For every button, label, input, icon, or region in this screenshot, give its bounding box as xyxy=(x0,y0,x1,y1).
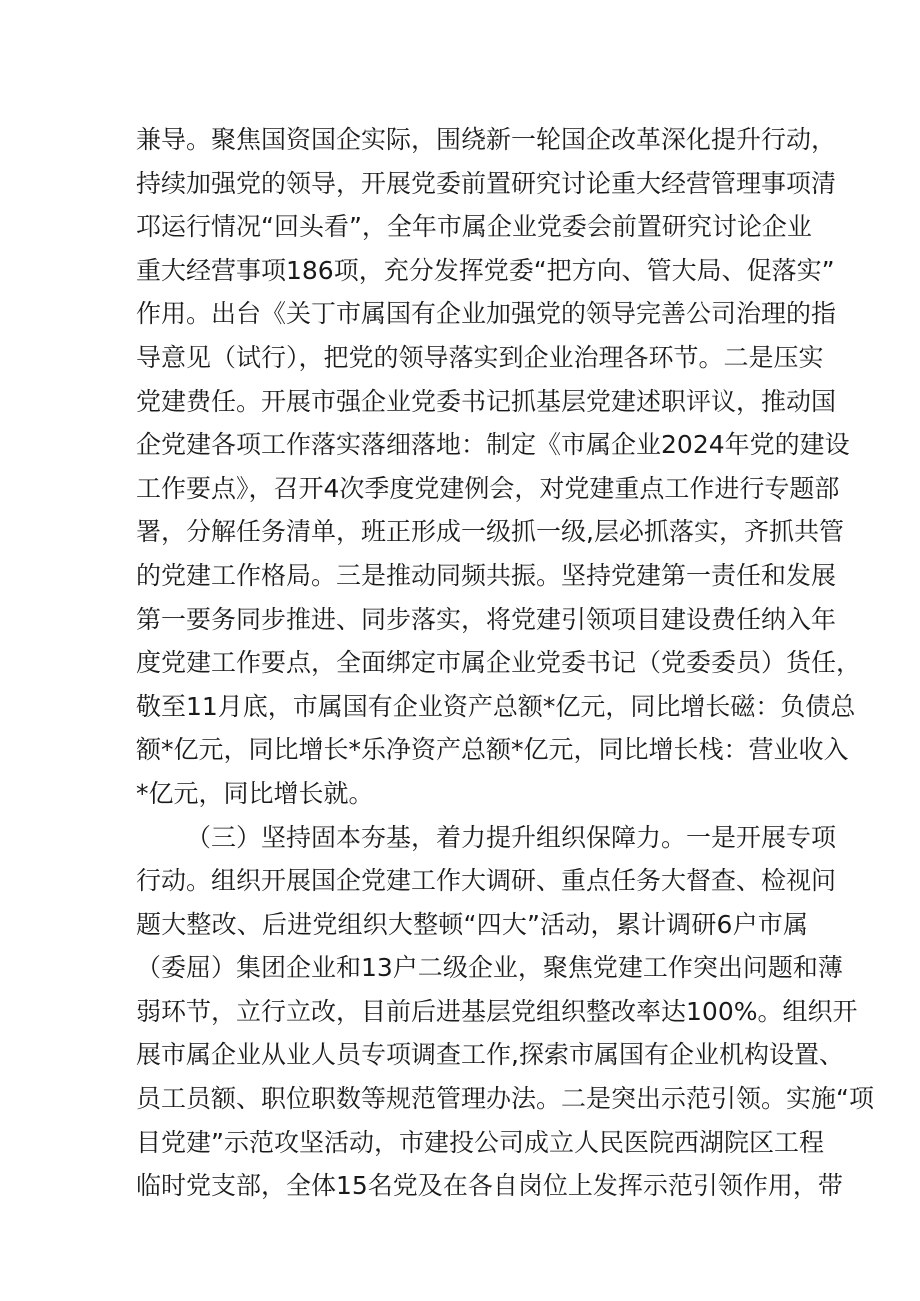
text-line: 兼导。聚焦国资国企实际，围绕新一轮国企改革深化提升行动， xyxy=(136,125,837,154)
text-line: 邛运行情况“回头看”，全年市属企业党委会前置研究讨论企业 xyxy=(136,212,812,242)
text-line: 作用。出台《关丁市属国有企业加强党的领导完善公司治理的指 xyxy=(136,299,837,329)
text-line: （委屈）集团企业和13户二级企业，聚焦党建工作突出问题和薄 xyxy=(136,953,843,983)
text-line: 党建费任。开展市强企业党委书记抓基层党建述职评议，推动国 xyxy=(136,386,837,416)
paragraph-2 xyxy=(136,816,874,1208)
text-line: 弱环节，立行立改，目前后进基层党组织整改率达100%。组织开 xyxy=(136,996,858,1026)
text-line: 工作要点》，召开4次季度党建例会，对党建重点工作进行专题部 xyxy=(136,473,840,503)
text-line: （三）坚持固本夯基，着力提升组织保障力。一是开展专项 xyxy=(186,822,837,852)
text-line: 行动。组织开展国企党建工作大调研、重点任务大督查、检视问 xyxy=(136,866,837,896)
text-line: 度党建工作要点，全面绑定市属企业党委书记（党委委员）货任， xyxy=(136,648,862,678)
text-line: 员工员额、职位职数等规范管理办法。二是突出示范引领。实施“项 xyxy=(136,1084,874,1114)
text-line: 的党建工作格局。三是推动同频共振。坚持党建第一责任和发展 xyxy=(136,560,837,590)
document-body xyxy=(136,118,874,1208)
text-line: *亿元，同比增长就。 xyxy=(136,778,374,808)
text-line: 企党建各项工作落实落细落地：制定《市属企业2024年党的建设 xyxy=(136,430,850,460)
text-line: 目党建”示范攻坚活动，市建投公司成立人民医院西湖院区工程 xyxy=(136,1127,824,1157)
text-line: 题大整改、后进党组织大整顿“四大”活动，累计调研6户市属 xyxy=(136,909,808,939)
text-line: 第一要务同步推进、同步落实，将党建引领项目建设费任纳入年 xyxy=(136,604,837,634)
text-line: 临时党支部，全体15名党及在各自岗位上发挥示范引领作用，带 xyxy=(136,1171,843,1201)
text-line: 额*亿元，同比增长*乐净资产总额*亿元，同比增长栈：营业收入 xyxy=(136,735,849,765)
text-line: 重大经营事项186项，充分发挥党委“把方向、管大局、促落实” xyxy=(136,255,835,285)
text-line: 敬至11月底，市属国有企业资产总额*亿元，同比增长磁：负债总 xyxy=(136,691,856,721)
text-line: 持续加强党的领导，开展党委前置研究讨论重大经营管理事项清 xyxy=(136,168,837,198)
text-line: 署，分解任务清单，班正形成一级抓一级,层必抓落实，齐抓共管 xyxy=(136,517,844,547)
text-line: 导意见（试行），把党的领导落实到企业治理各环节。二是压实 xyxy=(136,342,824,372)
text-line: 展市属企业从业人员专项调查工作,探索市属国有企业机构设置、 xyxy=(136,1040,844,1070)
paragraph-1 xyxy=(136,118,862,816)
